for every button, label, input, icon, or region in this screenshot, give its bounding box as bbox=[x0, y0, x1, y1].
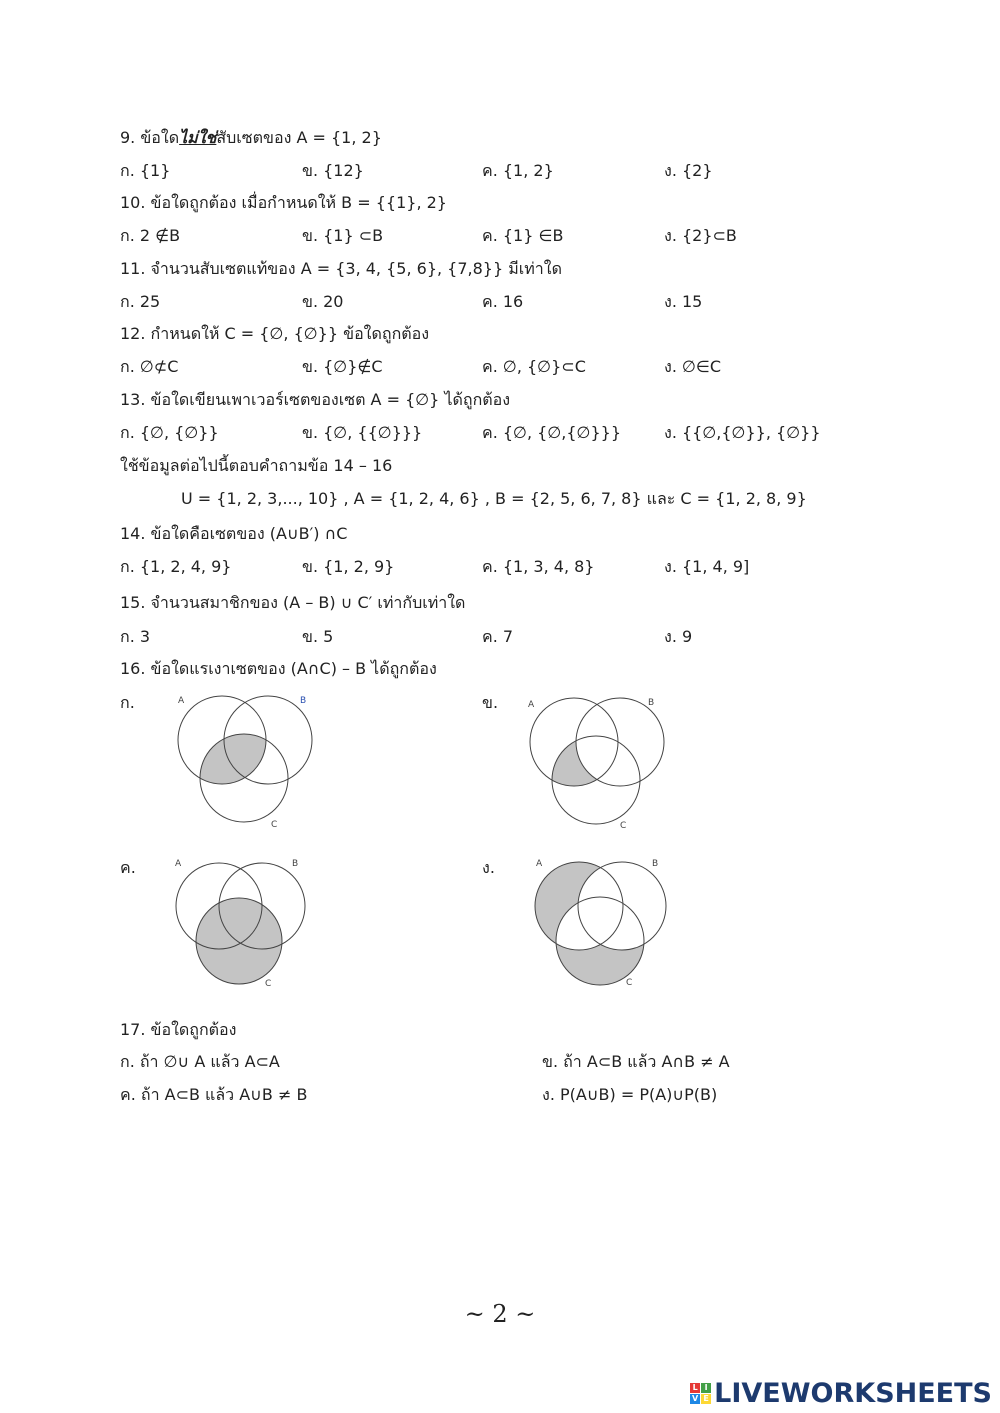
q10-option-a[interactable]: ก. 2 ∉B bbox=[120, 226, 181, 245]
q15-option-a[interactable]: ก. 3 bbox=[120, 627, 151, 646]
question-17: 17. ข้อใดถูกต้อง bbox=[120, 1020, 237, 1039]
q16-option-d-label[interactable]: ง. bbox=[482, 858, 495, 877]
q14-option-d[interactable]: ง. {1, 4, 9] bbox=[664, 557, 750, 576]
logo-text: LIVEWORKSHEETS bbox=[714, 1378, 992, 1409]
logo-mark-l: L bbox=[690, 1383, 700, 1393]
q9-option-c[interactable]: ค. {1, 2} bbox=[482, 161, 554, 180]
question-9-prefix: 9. ข้อใด bbox=[120, 128, 180, 147]
question-13: 13. ข้อใดเขียนเพาเวอร์เซตของเซต A = {∅} ได้ถูกต้อง bbox=[120, 390, 511, 409]
q13-option-d[interactable]: ง. {{∅,{∅}}, {∅}} bbox=[664, 423, 821, 442]
q9-option-d[interactable]: ง. {2} bbox=[664, 161, 713, 180]
q16-option-b-label[interactable]: ข. bbox=[482, 693, 499, 712]
info-intro: ใช้ข้อมูลต่อไปนี้ตอบคำถามข้อ 14 – 16 bbox=[120, 456, 393, 475]
q9-option-a[interactable]: ก. {1} bbox=[120, 161, 171, 180]
q11-option-c[interactable]: ค. 16 bbox=[482, 292, 524, 311]
set-label-a: A bbox=[528, 700, 535, 710]
q13-option-b[interactable]: ข. {∅, {{∅}}} bbox=[302, 423, 423, 442]
logo-mark-e: E bbox=[701, 1394, 711, 1404]
q11-option-b[interactable]: ข. 20 bbox=[302, 292, 344, 311]
logo-icon bbox=[690, 1383, 711, 1404]
q17-option-d[interactable]: ง. P(A∪B) = P(A)∪P(B) bbox=[542, 1085, 718, 1104]
q10-option-b[interactable]: ข. {1} ⊂B bbox=[302, 226, 384, 245]
shaded-region bbox=[530, 855, 690, 995]
venn-diagram-c[interactable] bbox=[168, 855, 328, 995]
set-label-a: A bbox=[536, 859, 543, 869]
liveworksheets-logo[interactable] bbox=[690, 1378, 992, 1409]
logo-mark-i: I bbox=[701, 1383, 711, 1393]
q12-option-c[interactable]: ค. ∅, {∅}⊂C bbox=[482, 357, 586, 376]
q13-option-c[interactable]: ค. {∅, {∅,{∅}}} bbox=[482, 423, 622, 442]
q16-option-a-label[interactable]: ก. bbox=[120, 693, 135, 712]
venn-diagram-a[interactable] bbox=[170, 690, 330, 830]
question-9-suffix: สับเซตของ A = {1, 2} bbox=[216, 128, 382, 147]
question-9-emphasis: ไม่ใช่ bbox=[179, 128, 217, 147]
q12-option-a[interactable]: ก. ∅⊄C bbox=[120, 357, 179, 376]
question-15: 15. จำนวนสมาชิกของ (A – B) ∪ C′ เท่ากับเท่าใด bbox=[120, 593, 466, 612]
q10-option-c[interactable]: ค. {1} ∈B bbox=[482, 226, 564, 245]
q12-option-d[interactable]: ง. ∅∈C bbox=[664, 357, 722, 376]
set-label-b: B bbox=[292, 859, 299, 869]
q11-option-d[interactable]: ง. 15 bbox=[664, 292, 703, 311]
q12-option-b[interactable]: ข. {∅}∉C bbox=[302, 357, 383, 376]
question-16: 16. ข้อใดแรเงาเซตของ (A∩C) – B ได้ถูกต้อง bbox=[120, 659, 437, 678]
set-label-a: A bbox=[178, 696, 185, 706]
q14-option-a[interactable]: ก. {1, 2, 4, 9} bbox=[120, 557, 232, 576]
set-label-c: C bbox=[620, 821, 627, 831]
q9-option-b[interactable]: ข. {12} bbox=[302, 161, 364, 180]
q15-option-d[interactable]: ง. 9 bbox=[664, 627, 693, 646]
venn-diagram-d[interactable] bbox=[530, 855, 690, 995]
set-label-b: B bbox=[652, 859, 659, 869]
question-9 bbox=[120, 127, 382, 149]
set-label-b: B bbox=[648, 698, 655, 708]
q13-option-a[interactable]: ก. {∅, {∅}} bbox=[120, 423, 219, 442]
page-number: ~ 2 ~ bbox=[464, 1300, 536, 1328]
set-label-c: C bbox=[626, 978, 633, 988]
q15-option-b[interactable]: ข. 5 bbox=[302, 627, 334, 646]
question-12: 12. กำหนดให้ C = {∅, {∅}} ข้อใดถูกต้อง bbox=[120, 324, 430, 343]
question-14: 14. ข้อใดคือเซตของ (A∪B′) ∩C bbox=[120, 524, 348, 543]
q16-option-c-label[interactable]: ค. bbox=[120, 858, 136, 877]
logo-mark-v: V bbox=[692, 1394, 699, 1403]
venn-diagram-b[interactable] bbox=[522, 692, 682, 832]
set-label-c: C bbox=[271, 820, 278, 830]
q14-option-b[interactable]: ข. {1, 2, 9} bbox=[302, 557, 395, 576]
question-11: 11. จำนวนสับเซตแท้ของ A = {3, 4, {5, 6}, {7,8}} มีเท่าใด bbox=[120, 259, 562, 278]
q14-option-c[interactable]: ค. {1, 3, 4, 8} bbox=[482, 557, 595, 576]
set-label-a: A bbox=[175, 859, 182, 869]
set-label-c: C bbox=[265, 979, 272, 989]
q17-option-c[interactable]: ค. ถ้า A⊂B แล้ว A∪B ≠ B bbox=[120, 1085, 308, 1104]
info-sets: U = {1, 2, 3,..., 10} , A = {1, 2, 4, 6} , B = {2, 5, 6, 7, 8} และ C = {1, 2, 8, 9} bbox=[181, 489, 807, 508]
q17-option-a[interactable]: ก. ถ้า ∅∪ A แล้ว A⊂A bbox=[120, 1052, 280, 1071]
q11-option-a[interactable]: ก. 25 bbox=[120, 292, 161, 311]
q15-option-c[interactable]: ค. 7 bbox=[482, 627, 514, 646]
set-label-b: B bbox=[300, 696, 307, 706]
q10-option-d[interactable]: ง. {2}⊂B bbox=[664, 226, 737, 245]
question-10: 10. ข้อใดถูกต้อง เมื่อกำหนดให้ B = {{1}, 2} bbox=[120, 193, 447, 212]
q17-option-b[interactable]: ข. ถ้า A⊂B แล้ว A∩B ≠ A bbox=[542, 1052, 730, 1071]
